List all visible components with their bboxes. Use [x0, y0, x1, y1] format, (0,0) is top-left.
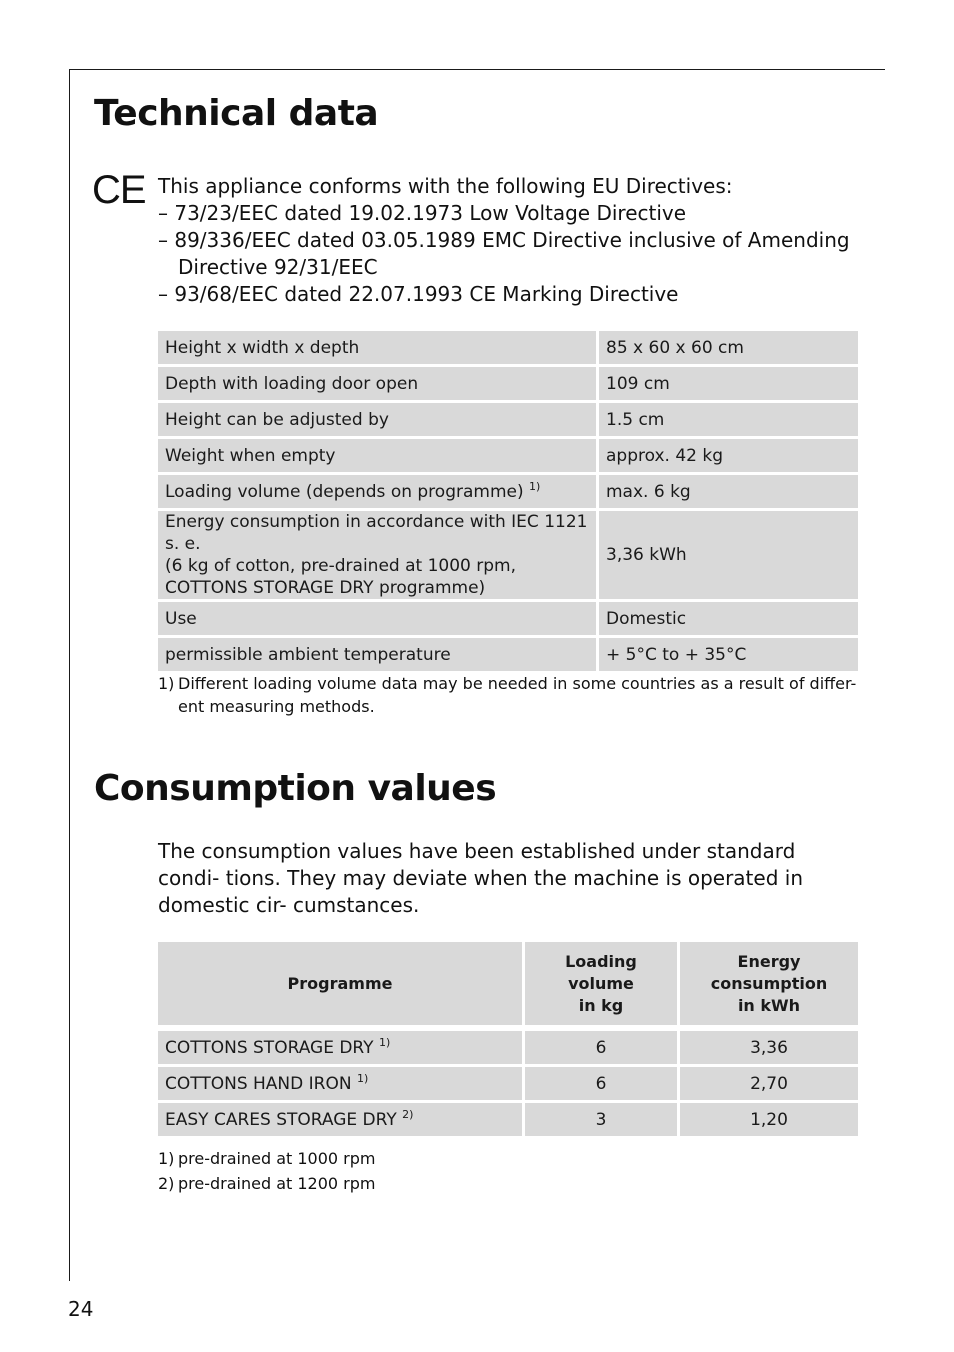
spec-value: 1.5 cm: [599, 403, 858, 436]
footnote-text: pre-drained at 1200 rpm: [178, 1174, 376, 1193]
footnote-number: 1): [158, 1149, 175, 1168]
programme-cell: [158, 1067, 522, 1100]
column-header-energy: [680, 942, 858, 1025]
footnote-ref: 1): [378, 1035, 391, 1049]
consumption-footnotes: [158, 1146, 860, 1196]
table-row: [158, 403, 858, 436]
spec-label: Use: [158, 602, 596, 635]
left-rule: [69, 69, 70, 1281]
spec-label: Height can be adjusted by: [158, 403, 596, 436]
footnote-row: [158, 1171, 860, 1196]
directive-item: – 89/336/EEC dated 03.05.1989 EMC Directive inclusive of Amending Directive 92/31/EEC: [158, 228, 850, 279]
footnote-ref: 2): [402, 1107, 414, 1121]
column-header-programme: Programme: [158, 942, 522, 1025]
header-line: Loading volume: [565, 951, 637, 993]
table-row: [158, 638, 858, 671]
technical-data-table: [155, 328, 861, 674]
loading-value: 6: [525, 1067, 677, 1100]
table-row: [158, 367, 858, 400]
ce-mark-icon: CE: [92, 168, 146, 212]
spec-label-line: (6 kg of cotton, pre-drained at 1000 rpm,: [165, 556, 516, 576]
spec-label: Weight when empty: [158, 439, 596, 472]
spec-label-cell: [158, 511, 596, 599]
programme-cell: [158, 1103, 522, 1136]
column-header-loading-volume: [525, 942, 677, 1025]
energy-value: 2,70: [680, 1067, 858, 1100]
spec-label-line: COTTONS STORAGE DRY programme): [165, 578, 486, 598]
programme-name: COTTONS STORAGE DRY: [165, 1037, 374, 1058]
spec-label: Loading volume (depends on programme): [165, 481, 524, 502]
technical-footnote: [158, 672, 860, 718]
spec-value: 85 x 60 x 60 cm: [599, 331, 858, 364]
footnote-ref: 1): [529, 479, 541, 493]
footnote-text: Different loading volume data may be needed in some countries as a result of differ- ent measuring methods.: [178, 674, 857, 716]
top-rule: [69, 69, 885, 70]
consumption-table: [155, 939, 861, 1139]
spec-value: Domestic: [599, 602, 858, 635]
table-row: [158, 331, 858, 364]
programme-name: EASY CARES STORAGE DRY: [165, 1109, 397, 1130]
spec-value: approx. 42 kg: [599, 439, 858, 472]
table-row: [158, 1067, 858, 1100]
footnote-ref: 1): [356, 1071, 369, 1085]
table-row: [158, 1031, 858, 1064]
consumption-intro: The consumption values have been established under standard condi- tions. They may deviate when the machine is operated in domestic cir- cumstances.: [158, 839, 803, 917]
header-line: in kWh: [737, 995, 801, 1015]
programme-cell: [158, 1031, 522, 1064]
energy-value: 3,36: [680, 1031, 858, 1064]
footnote-number: 2): [158, 1174, 175, 1193]
directives-block: [158, 173, 858, 308]
spec-value: 109 cm: [599, 367, 858, 400]
table-row: [158, 1103, 858, 1136]
directive-item: – 73/23/EEC dated 19.02.1973 Low Voltage Directive: [158, 201, 687, 225]
energy-value: 1,20: [680, 1103, 858, 1136]
page-number: 24: [68, 1297, 94, 1321]
footnote-row: [158, 1146, 860, 1171]
spec-label: permissible ambient temperature: [158, 638, 596, 671]
footnote-row: [158, 672, 860, 718]
header-line: in kg: [578, 995, 624, 1015]
spec-label-line: Energy consumption in accordance with IEC 1121 s. e.: [165, 512, 588, 554]
spec-label: Depth with loading door open: [158, 367, 596, 400]
header-line: Energy: [737, 951, 801, 971]
header-line: consumption: [710, 973, 828, 993]
directive-item: – 93/68/EEC dated 22.07.1993 CE Marking Directive: [158, 282, 679, 306]
table-row: [158, 475, 858, 508]
loading-value: 3: [525, 1103, 677, 1136]
table-row: [158, 439, 858, 472]
footnote-number: 1): [158, 674, 175, 693]
spec-value: 3,36 kWh: [599, 511, 858, 599]
loading-value: 6: [525, 1031, 677, 1064]
section-title-consumption-values: Consumption values: [94, 768, 497, 809]
footnote-text: pre-drained at 1000 rpm: [178, 1149, 376, 1168]
header-row: [158, 942, 858, 1025]
programme-name: COTTONS HAND IRON: [165, 1073, 352, 1094]
directives-intro: This appliance conforms with the following EU Directives:: [158, 174, 733, 198]
spec-value: max. 6 kg: [599, 475, 858, 508]
table-row: [158, 511, 858, 599]
table-row: [158, 602, 858, 635]
spec-label-cell: [158, 475, 596, 508]
spec-label: Height x width x depth: [158, 331, 596, 364]
spec-value: + 5°C to + 35°C: [599, 638, 858, 671]
section-title-technical-data: Technical data: [94, 93, 379, 134]
